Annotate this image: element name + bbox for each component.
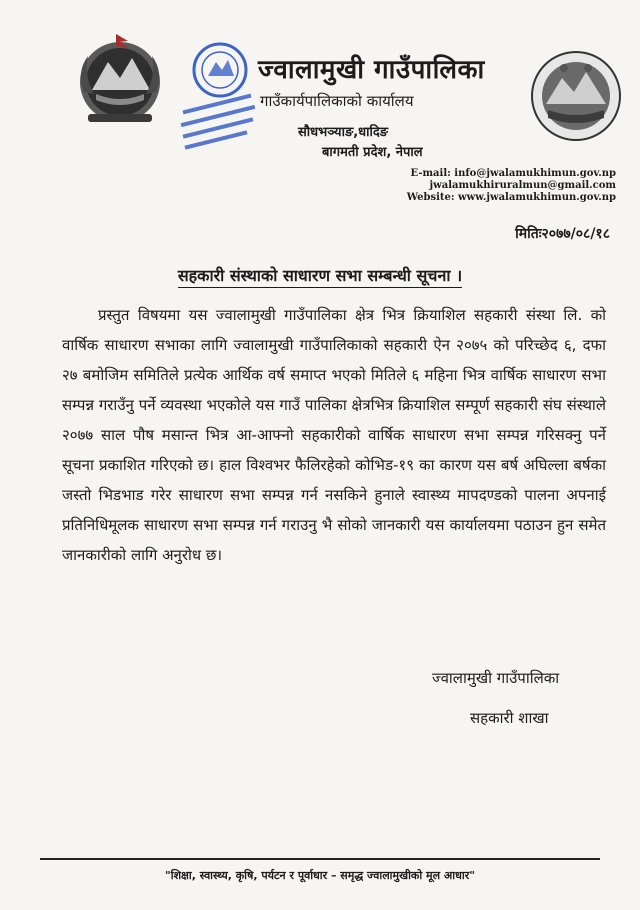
signature-office-name: ज्वालामुखी गाउँपालिका [432, 669, 560, 687]
office-province: बागमती प्रदेश, नेपाल [322, 145, 423, 160]
office-subtitle: गाउँकार्यपालिकाको कार्यालय [260, 92, 414, 110]
contact-email-secondary: jwalamukhiruralmun@gmail.com [429, 180, 616, 191]
contact-email: E-mail: info@jwalamukhimun.gov.np [410, 168, 616, 179]
municipality-logo-icon [528, 48, 624, 144]
signature-branch: सहकारी शाखा [470, 709, 549, 727]
nepal-government-emblem-icon [70, 32, 170, 128]
office-location: सौधभञ्याङ,धादिङ [298, 125, 389, 140]
notice-title [0, 264, 640, 286]
notice-title-text: सहकारी संस्थाको साधारण सभा सम्बन्धी सूचना । [178, 266, 462, 288]
footer-divider [40, 858, 600, 860]
notice-body: प्रस्तुत विषयमा यस ज्वालामुखी गाउँपालिका क्षेत्र भित्र क्रियाशिल सहकारी संस्था लि. को वार्षिक साधारण सभाका लागि ज्वालामुखी गाउँपालिकाको सहकारी ऐन २०७५ को परिच्छेद ६, दफा २७ बमोजिम समितिले प्रत्येक आर्थिक वर्ष समाप्त भएको मितिले ६ महिना भित्र वार्षिक साधारण सभा सम्पन्न गराउँनु पर्ने व्यवस्था भएकोले यस गाउँ पालिका क्षेत्रभित्र क्रियाशिल सम्पूर्ण सहकारी संघ संस्थाले २०७७ साल पौष मसान्त भित्र आ-आफ्नो सहकारीको वार्षिक साधारण सभा सम्पन्न गरिसक्नु पर्ने सूचना प्रकाशित गरिएको छ। हाल विश्वभर फैलिरहेको कोभिड-१९ का कारण यस बर्ष अघिल्ला बर्षका जस्तो भिडभाड गरेर साधारण सभा सम्पन्न गर्न नसकिने हुनाले स्वास्थ्य मापदण्डको पालना अपनाई प्रतिनिधिमूलक साधारण सभा सम्पन्न गर्न गराउनु भै सोको जानकारी यस कार्यालयमा पठाउन हुन समेत जानकारीको लागि अनुरोध छ। [62, 306, 606, 564]
contact-website: Website: www.jwalamukhimun.gov.np [406, 192, 616, 203]
office-seal-stamp-icon [176, 40, 262, 158]
office-name: ज्वालामुखी गाउँपालिका [258, 55, 485, 85]
notice-date: मितिः२०७७/०८/१८ [515, 226, 610, 242]
footer-motto: "शिक्षा, स्वास्थ्य, कृषि, पर्यटन र पूर्वाधार – समृद्ध ज्वालामुखीको मूल आधार" [164, 869, 476, 882]
